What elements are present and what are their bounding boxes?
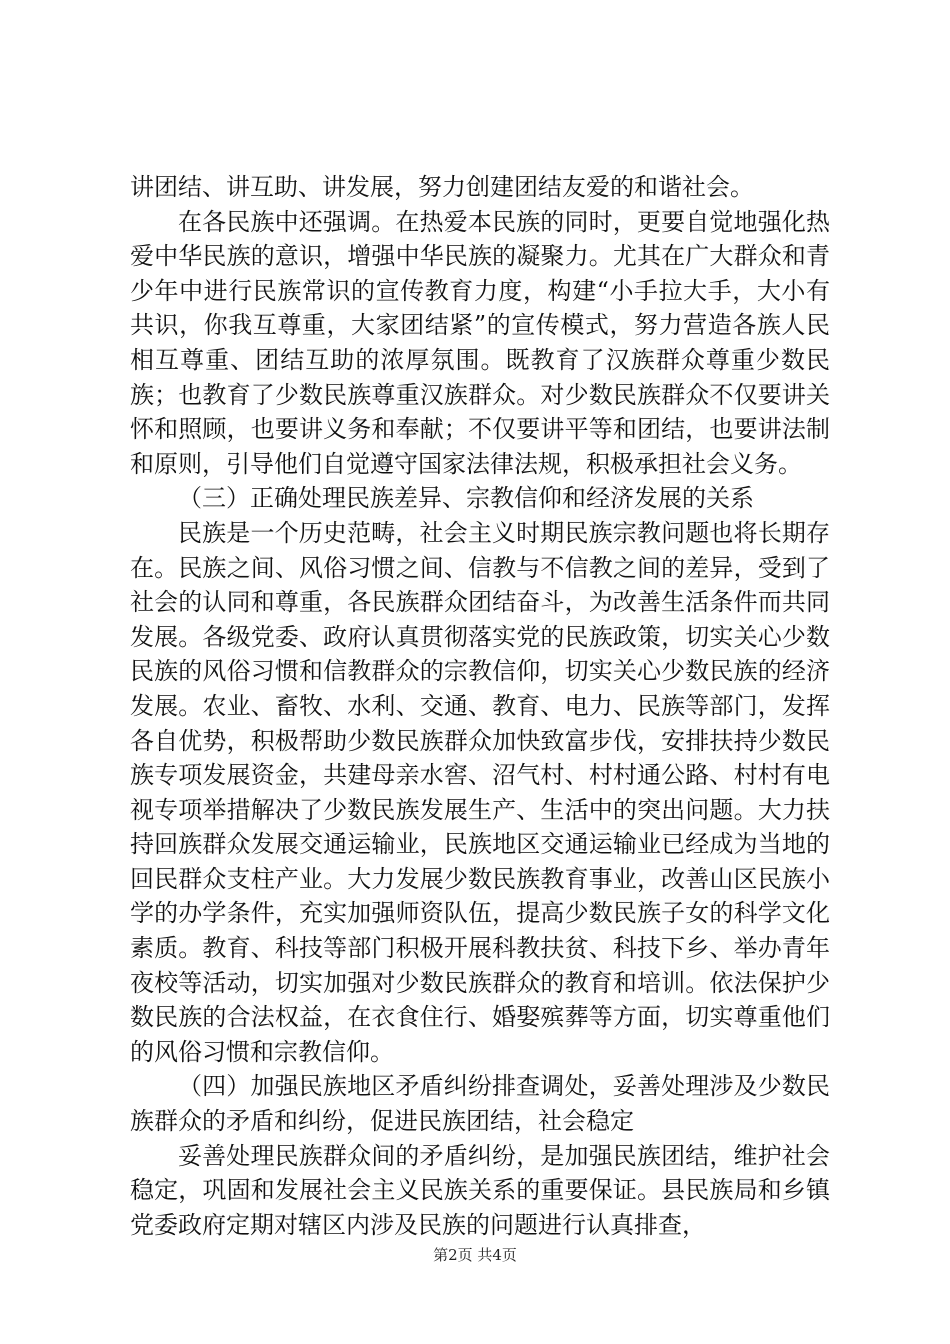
paragraph-dispute-handling: 妥善处理民族群众间的矛盾纠纷，是加强民族团结，维护社会稳定，巩固和发展社会主义民族关系的重要保证。县民族局和乡镇党委政府定期对辖区内涉及民族的问题进行认真排查，	[130, 1141, 830, 1239]
section-heading-3: （三）正确处理民族差异、宗教信仰和经济发展的关系	[178, 484, 754, 513]
paragraph-continued: 讲团结、讲互助、讲发展，努力创建团结友爱的和谐社会。	[130, 173, 754, 201]
document-body	[130, 170, 830, 1242]
section-heading-4: （四）加强民族地区矛盾纠纷排查调处，妥善处理涉及少数民族群众的矛盾和纠纷，促进民族团结，社会稳定	[130, 1072, 830, 1136]
page-footer: 第2页 共4页	[433, 1246, 517, 1264]
paragraph-ethnic-differences: 民族是一个历史范畴，社会主义时期民族宗教问题也将长期存在。民族之间、风俗习惯之间、信教与不信教之间的差异，受到了社会的认同和尊重，各民族群众团结奋斗，为改善生活条件而共同发展。各级党委、政府认真贯彻落实党的民族政策，切实关心少数民族的风俗习惯和信教群众的宗教信仰，切实关心少数民族的经济发展。农业、畜牧、水利、交通、教育、电力、民族等部门，发挥各自优势，积极帮助少数民族群众加快致富步伐，安排扶持少数民族专项发展资金，共建母亲水窖、沼气村、村村通公路、村村有电视专项举措解决了少数民族发展生产、生活中的突出问题。大力扶持回族群众发展交通运输业，民族地区交通运输业已经成为当地的回民群众支柱产业。大力发展少数民族教育事业，改善山区民族小学的办学条件，充实加强师资队伍，提高少数民族子女的科学文化素质。教育、科技等部门积极开展科教扶贫、科技下乡、举办青年夜校等活动，切实加强对少数民族群众的教育和培训。依法保护少数民族的合法权益，在衣食住行、婚娶殡葬等方面，切实尊重他们的风俗习惯和宗教信仰。	[130, 518, 830, 1066]
paragraph-ethnic-education: 在各民族中还强调。在热爱本民族的同时，更要自觉地强化热爱中华民族的意识，增强中华民族的凝聚力。尤其在广大群众和青少年中进行民族常识的宣传教育力度，构建“小手拉大手，大小有共识，你我互尊重，大家团结紧”的宣传模式，努力营造各族人民相互尊重、团结互助的浓厚氛围。既教育了汉族群众尊重少数民族；也教育了少数民族尊重汉族群众。对少数民族群众不仅要讲关怀和照顾，也要讲义务和奉献；不仅要讲平等和团结，也要讲法制和原则，引导他们自觉遵守国家法律法规，积极承担社会义务。	[130, 207, 830, 478]
